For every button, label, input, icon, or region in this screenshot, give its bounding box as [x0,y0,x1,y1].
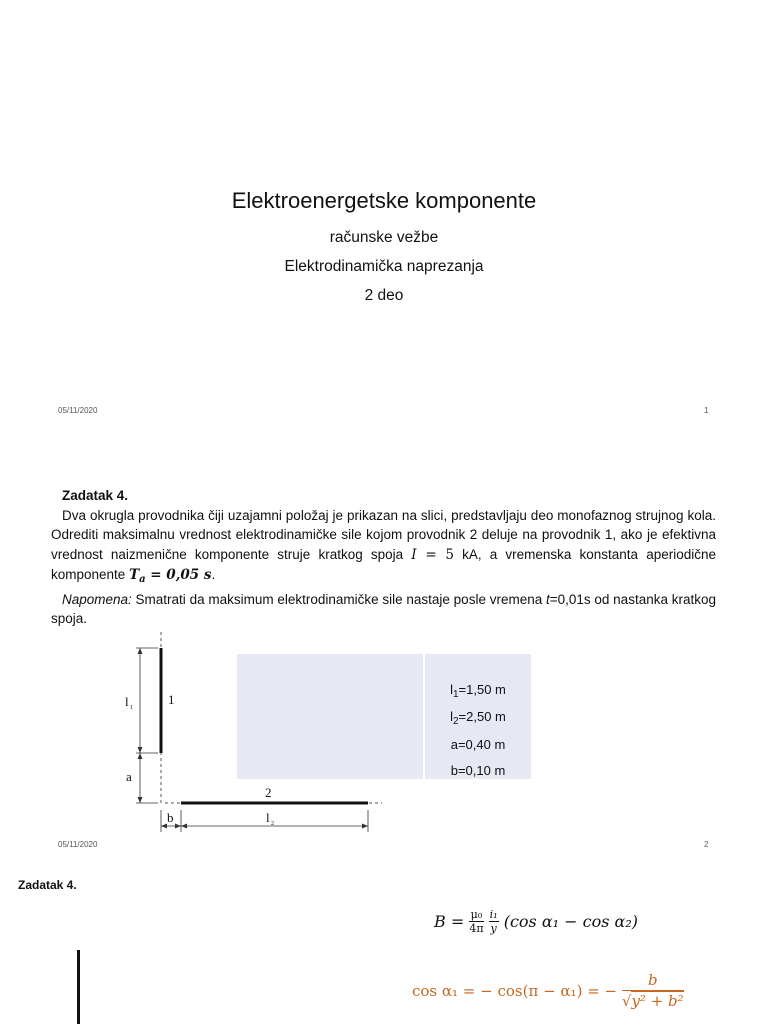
f1-num2: i₁ [489,908,498,921]
f1-fraction-mu [469,908,483,935]
statement-text-a: Dva okrugla provodnika čiji uzajamni položaj je prikazan na slici, predstavljaju deo monofaznog strujnog kola. Odrediti maksimalnu vrednost elektrodinamičke sile kojom provodnik 2 deluje na provodnik 1, ako je efektivna vrednost naizmenične komponente struje kratkog spoja [51,507,716,562]
param-a-name: a [450,737,458,752]
formula-magnetic-field [434,908,638,935]
param-l1-value: =1,50 m [458,682,506,697]
param-l1 [425,682,531,700]
slide3-heading: Zadatak 4. [18,878,77,892]
slide2-page-number: 2 [704,840,709,849]
time-constant-symbol: T [129,567,140,583]
slide-subtitle-exercises: računske vežbe [329,229,439,246]
param-b-name: b [450,763,458,778]
slide-subtitle-part: 2 deo [364,287,404,304]
time-constant-value: = 0,05 s [145,567,212,583]
note-text-a: Smatrati da maksimum elektrodinamičke sile nastaje posle vremena [131,591,546,607]
param-b [425,763,531,778]
slide-title: Elektroenergetske komponente [231,188,537,213]
label-l1: l [125,694,129,709]
statement-end: . [211,567,216,582]
f1-lhs: B = [434,912,465,931]
label-conductor-2: 2 [265,785,272,800]
f2-lhs: cos α₁ = − cos(π − α₁) = − [412,981,618,1000]
slide-subtitle-topic: Elektrodinamička naprezanja [284,258,484,275]
problem-statement [51,506,716,590]
note-text-b: =0,01s od nastanka kratkog spoja. [51,591,716,626]
problem-heading: Zadatak 4. [62,488,129,503]
f1-den1: 4π [469,922,484,935]
param-a [425,737,531,752]
param-l2-name: l [450,709,453,724]
slide2-date: 05/11/2020 [58,840,98,849]
param-l1-name: l [450,682,453,697]
label-l2-subscript: 2 [271,821,274,827]
f1-fraction-i [489,908,499,935]
f2-den: y² + b² [631,992,684,1010]
f2-fraction [622,970,684,1011]
problem-note [51,590,716,629]
formula-cos-alpha [412,970,684,1011]
current-value: = 5 [416,546,454,563]
slide3-conductor-line [77,950,80,1024]
label-l2: l [266,810,270,825]
label-conductor-1: 1 [168,692,175,707]
label-l1-subscript: 1 [130,705,133,711]
param-l2-sub: 2 [452,716,459,727]
statement-text-b: kA, a vremenska konstanta aperiodične komponente [51,546,717,582]
param-l2-value: =2,50 m [458,709,506,724]
param-a-value: =0,40 m [457,737,506,752]
f1-num1: μ₀ [470,908,483,921]
f2-den-wrap: √y² + b² [621,992,684,1010]
param-l2 [425,709,531,727]
slide1-date: 05/11/2020 [58,406,98,415]
note-label: Napomena: [62,591,132,607]
current-symbol: I [411,546,417,563]
param-b-value: =0,10 m [457,763,506,778]
label-a: a [126,769,132,784]
f1-rhs: (cos α₁ − cos α₂) [503,912,638,931]
note-time-symbol: t [545,591,550,607]
f1-den2: y [490,922,497,935]
param-l1-sub: 1 [452,689,459,700]
time-constant-subscript: a [139,574,146,585]
label-b: b [167,810,174,825]
slide1-page-number: 1 [704,406,709,415]
problem-text [51,486,716,629]
f2-num: b [622,970,684,991]
